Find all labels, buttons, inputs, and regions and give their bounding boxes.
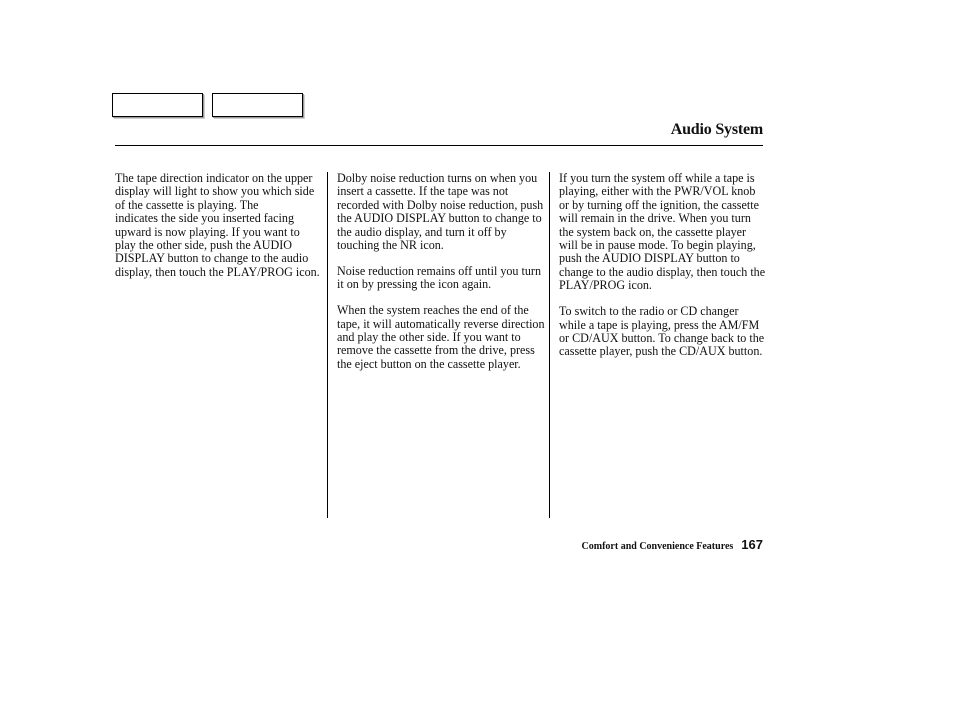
paragraph: The tape direction indicator on the upper display will light to show you which side of the cassette is playing. The indicates the side you inserted facing upward is now playing. If you want to play the other side, push the AUDIO DISPLAY button to change to the audio display, then touch the PLAY/PROG icon. — [115, 171, 320, 279]
column-divider — [549, 172, 550, 518]
paragraph: Dolby noise reduction turns on when you insert a cassette. If the tape was not recorded with Dolby noise reduction, push the AUDIO DISPLAY button to change to the audio display, and turn it off by touching the NR icon. — [337, 171, 544, 253]
column-divider — [327, 172, 328, 518]
paragraph: To switch to the radio or CD changer while a tape is playing, press the AM/FM or CD/AUX button. To change back to the cassette player, push the CD/AUX button. — [559, 304, 765, 359]
text-column-1 — [115, 172, 323, 292]
page-title: Audio System — [670, 121, 763, 138]
paragraph: Noise reduction remains off until you turn it on by pressing the icon again. — [337, 263, 541, 292]
page-footer — [582, 537, 763, 552]
nav-button-table-of-contents[interactable] — [212, 93, 303, 117]
footer-section-title: Comfort and Convenience Features — [581, 541, 734, 552]
paragraph: If you turn the system off while a tape is playing, either with the PWR/VOL knob or by turning off the ignition, the cassette will remain in the drive. When you turn the system back on, the cassette player will be in pause mode. To begin playing, push the AUDIO DISPLAY button to change to the audio display, then touch the PLAY/PROG icon. — [559, 171, 766, 293]
text-column-3 — [559, 172, 767, 371]
header-rule — [115, 145, 763, 146]
page-number: 167 — [741, 537, 763, 552]
paragraph: When the system reaches the end of the tape, it will automatically reverse direction and play the other side. If you want to remove the cassette from the drive, press the eject button on the cassette player. — [337, 303, 545, 371]
nav-button-main-menu[interactable] — [112, 93, 203, 117]
text-column-2 — [337, 172, 545, 384]
